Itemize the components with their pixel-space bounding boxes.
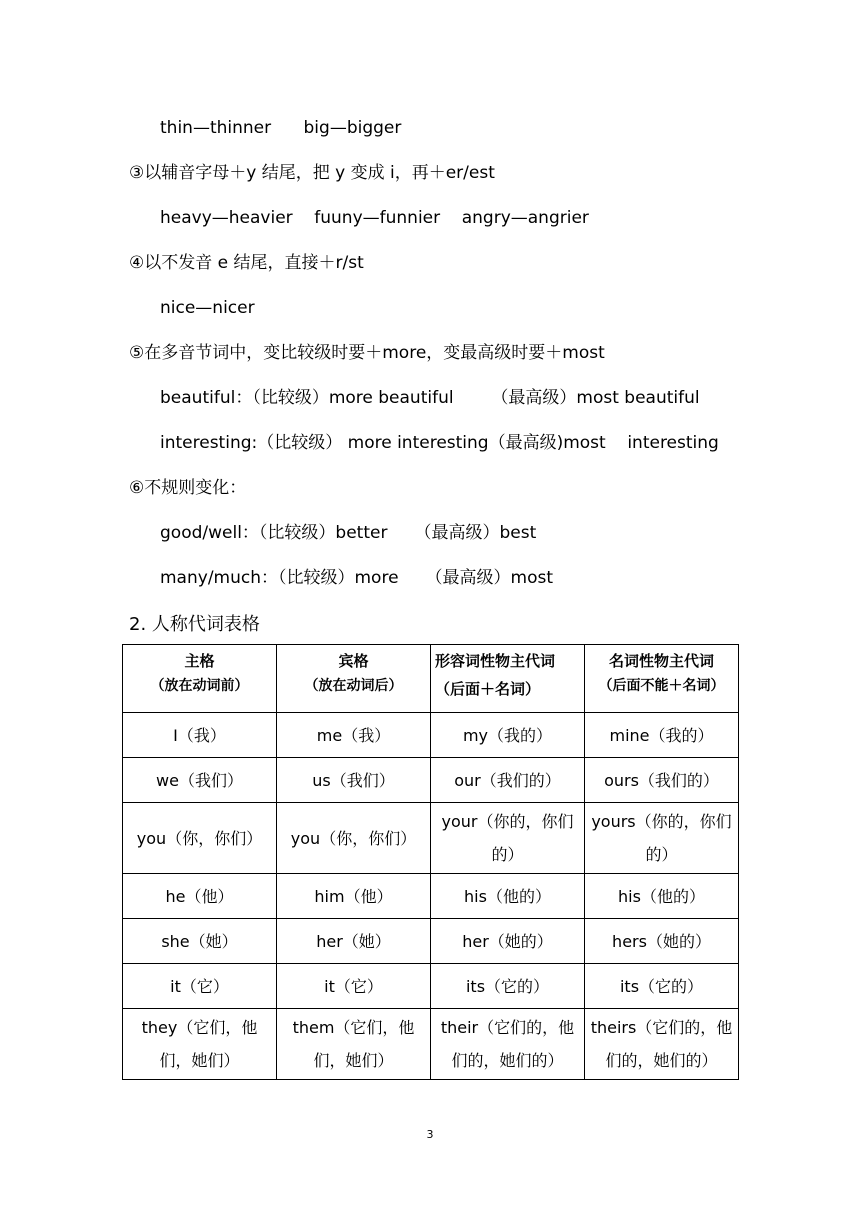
header-main: 形容词性物主代词（后面＋名词）	[435, 652, 556, 698]
table-cell: she（她）	[123, 919, 277, 964]
table-cell: we（我们）	[123, 758, 277, 803]
text-line-5: nice—nicer	[160, 298, 255, 318]
text-line-1: thin—thinner big—bigger	[160, 118, 402, 138]
table-cell: he（他）	[123, 874, 277, 919]
text-line-6: ⑤在多音节词中，变比较级时要＋more，变最高级时要＋most	[129, 343, 605, 363]
table-cell: I（我）	[123, 713, 277, 758]
table-cell: its（它的）	[585, 964, 739, 1009]
table-cell: me（我）	[277, 713, 431, 758]
table-cell: him（他）	[277, 874, 431, 919]
header-sub: （后面不能＋名词）	[598, 678, 725, 694]
table-row	[123, 803, 739, 874]
table-cell: they（它们，他们，她们）	[123, 1009, 277, 1080]
text-line-8: interesting:（比较级） more interesting（最高级)most interesting	[160, 433, 719, 453]
table-header-row	[123, 645, 739, 713]
table-cell: it（它）	[277, 964, 431, 1009]
table-cell: her（她）	[277, 919, 431, 964]
table-row	[123, 919, 739, 964]
header-cell	[431, 645, 585, 713]
table-row	[123, 758, 739, 803]
header-main: 宾格	[338, 652, 369, 670]
table-cell: you（你，你们）	[123, 803, 277, 874]
header-main: 主格	[184, 652, 215, 670]
table-cell: mine（我的）	[585, 713, 739, 758]
header-cell	[123, 645, 277, 713]
table-cell: us（我们）	[277, 758, 431, 803]
header-sub: （放在动词后）	[304, 678, 403, 694]
text-line-4: ④以不发音 e 结尾，直接＋r/st	[129, 253, 364, 273]
page-number: 3	[426, 1128, 434, 1141]
table-cell: hers（她的）	[585, 919, 739, 964]
text-line-11: many/much：（比较级）more （最高级）most	[160, 568, 554, 588]
text-line-10: good/well：（比较级）better （最高级）best	[160, 523, 537, 543]
table-cell: their（它们的，他们的，她们的）	[431, 1009, 585, 1080]
text-line-2: ③以辅音字母＋y 结尾，把 y 变成 i，再＋er/est	[129, 163, 495, 183]
table-cell: ours（我们的）	[585, 758, 739, 803]
table-cell: our（我们的）	[431, 758, 585, 803]
table-cell: his（他的）	[431, 874, 585, 919]
text-line-9: ⑥不规则变化：	[129, 478, 247, 498]
table-cell: its（它的）	[431, 964, 585, 1009]
header-main: 名词性物主代词	[608, 652, 714, 670]
table-cell: his（他的）	[585, 874, 739, 919]
header-cell	[585, 645, 739, 713]
table-cell: theirs（它们的，他们的，她们的）	[585, 1009, 739, 1080]
table-cell: yours（你的，你们的）	[585, 803, 739, 874]
section-heading: 2. 人称代词表格	[129, 614, 260, 635]
table-cell: them（它们，他们，她们）	[277, 1009, 431, 1080]
table-cell: your（你的，你们的）	[431, 803, 585, 874]
pronoun-table	[122, 644, 739, 1080]
text-line-7: beautiful：（比较级）more beautiful （最高级）most beautiful	[160, 388, 700, 408]
table-row	[123, 874, 739, 919]
table-row	[123, 1009, 739, 1080]
table-row	[123, 713, 739, 758]
table-row	[123, 964, 739, 1009]
table-cell: my（我的）	[431, 713, 585, 758]
table-cell: you（你，你们）	[277, 803, 431, 874]
header-sub: （放在动词前）	[150, 678, 249, 694]
table-cell: it（它）	[123, 964, 277, 1009]
text-line-3: heavy—heavier fuuny—funnier angry—angrier	[160, 208, 589, 228]
header-cell	[277, 645, 431, 713]
table-cell: her（她的）	[431, 919, 585, 964]
